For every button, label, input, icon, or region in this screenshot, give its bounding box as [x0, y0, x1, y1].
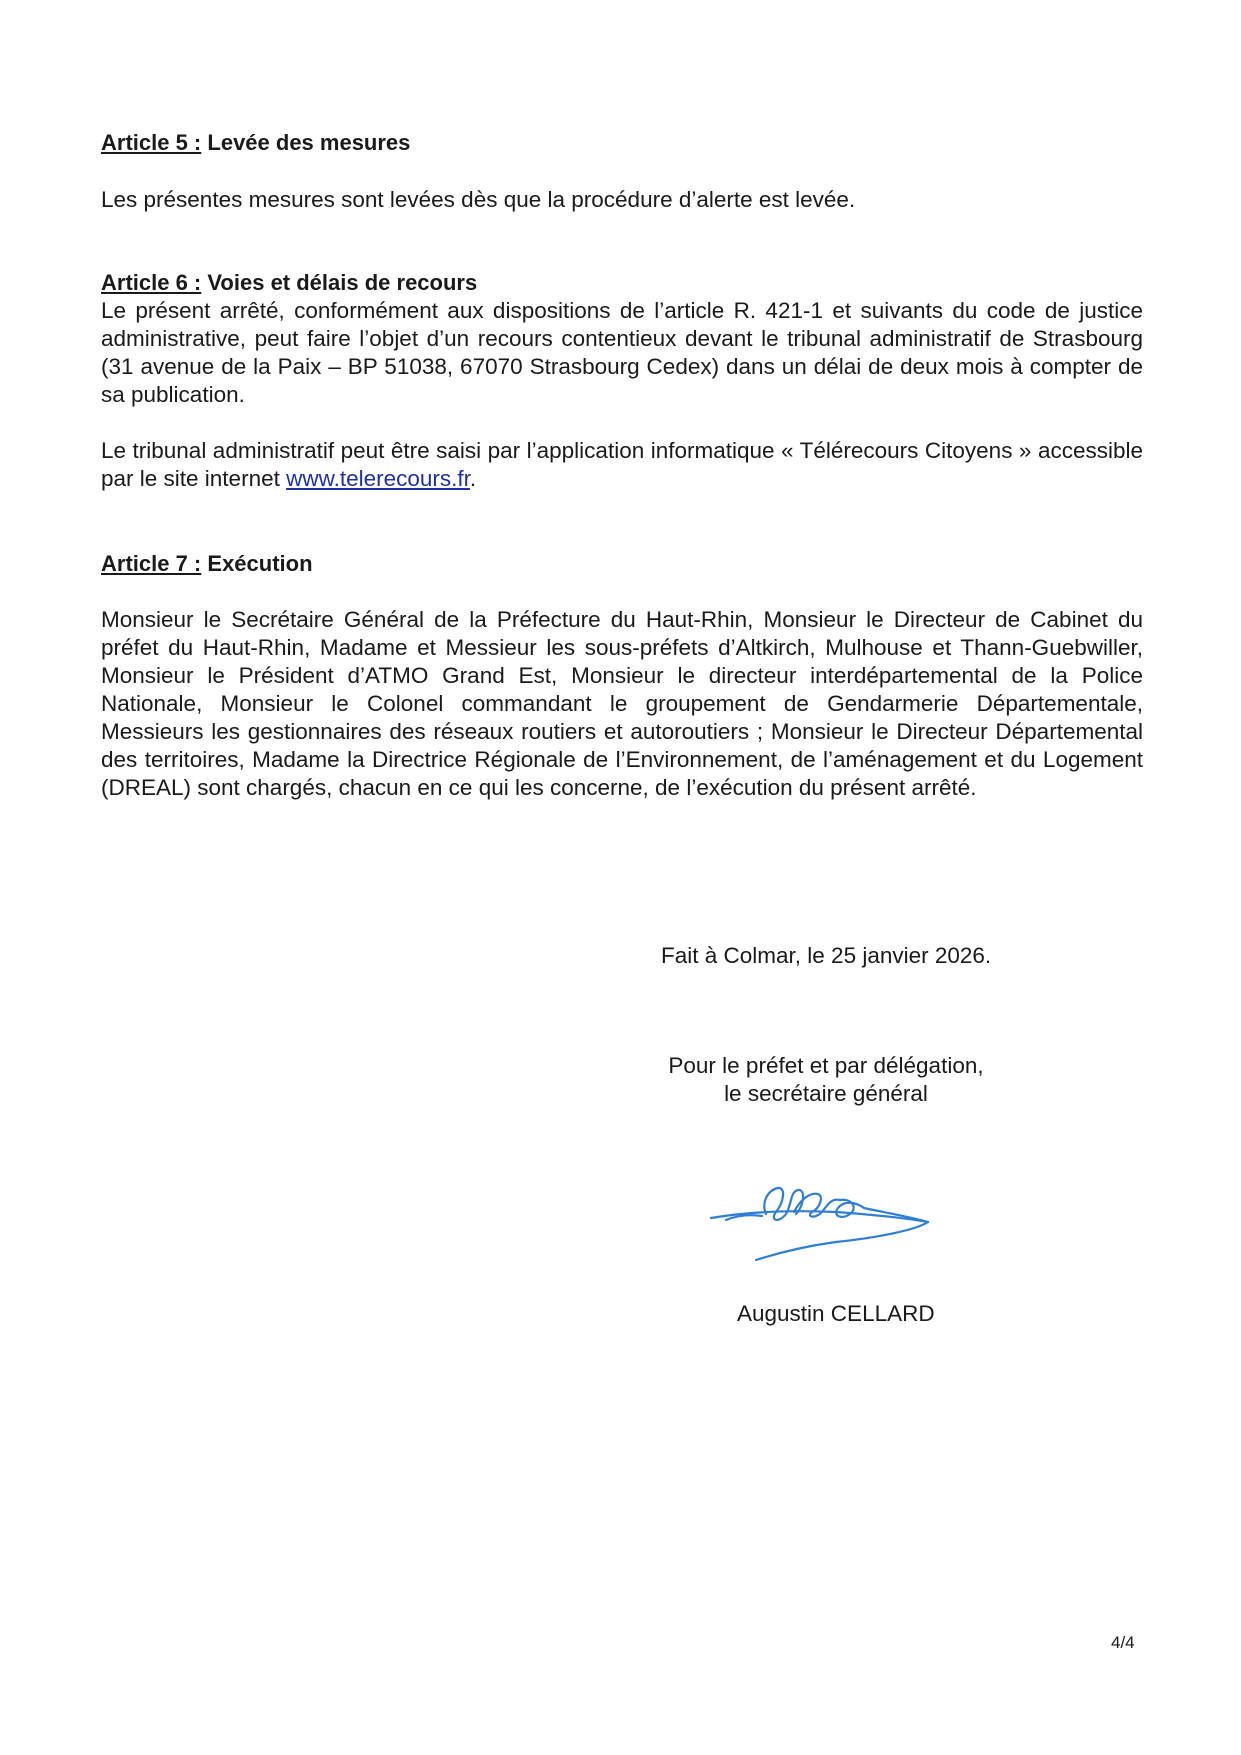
article-5-heading [101, 129, 410, 157]
article-6-body-2 [101, 437, 1143, 493]
signer-name: Augustin CELLARD [737, 1301, 935, 1326]
delegation-block [646, 1052, 1006, 1108]
delegation-line-1: Pour le préfet et par délégation, [668, 1053, 984, 1078]
article-5-title: Levée des mesures [207, 130, 411, 155]
delegation-line-2: le secrétaire général [724, 1081, 928, 1106]
article-6-heading [101, 269, 477, 297]
article-7-heading [101, 550, 313, 578]
article-6-number: Article 6 : [101, 270, 202, 295]
article-7-title: Exécution [207, 551, 313, 576]
place-date [661, 942, 1081, 970]
article-7-body: Monsieur le Secrétaire Général de la Préfecture du Haut-Rhin, Monsieur le Directeur de Cabinet du préfet du Haut-Rhin, Madame et Messieur les sous-préfets d’Altkirch, Mulhouse et Thann-Guebwiller, Monsieur le Président d’ATMO Grand Est, Monsieur le directeur interdépartemental de la Police Nationale, Monsieur le Colonel commandant le groupement de Gendarmerie Départementale, Messieurs les gestionnaires des réseaux routiers et autoroutiers ; Monsieur le Directeur Départemental des territoires, Madame la Directrice Régionale de l’Environnement, de l’aménagement et du Logement (DREAL) sont chargés, chacun en ce qui les concerne, de l’exécution du présent arrêté. [101, 607, 1143, 800]
page-number: 4/4 [1111, 1633, 1135, 1652]
article-6-body-2-text: Le tribunal administratif peut être saisi par l’application informatique « Télérecours Citoyens » accessible par le site internet [101, 438, 1143, 491]
article-6-title: Voies et délais de recours [207, 270, 478, 295]
article-6-body-1: Le présent arrêté, conformément aux dispositions de l’article R. 421-1 et suivants du code de justice administrative, peut faire l’objet d’un recours contentieux devant le tribunal administratif de Strasbourg (31 avenue de la Paix – BP 51038, 67070 Strasbourg Cedex) dans un délai de deux mois à compter de sa publication. [101, 298, 1143, 407]
article-7-number: Article 7 : [101, 551, 202, 576]
article-5-body: Les présentes mesures sont levées dès que la procédure d’alerte est levée. [101, 187, 856, 212]
document-page [101, 0, 1143, 1755]
place-date-text: Fait à Colmar, le 25 janvier 2026. [661, 943, 992, 968]
telerecours-link[interactable]: www.telerecours.fr [286, 466, 470, 491]
handwritten-signature [706, 1162, 936, 1272]
article-5-number: Article 5 : [101, 130, 202, 155]
article-6-body-2-end: . [469, 466, 477, 491]
